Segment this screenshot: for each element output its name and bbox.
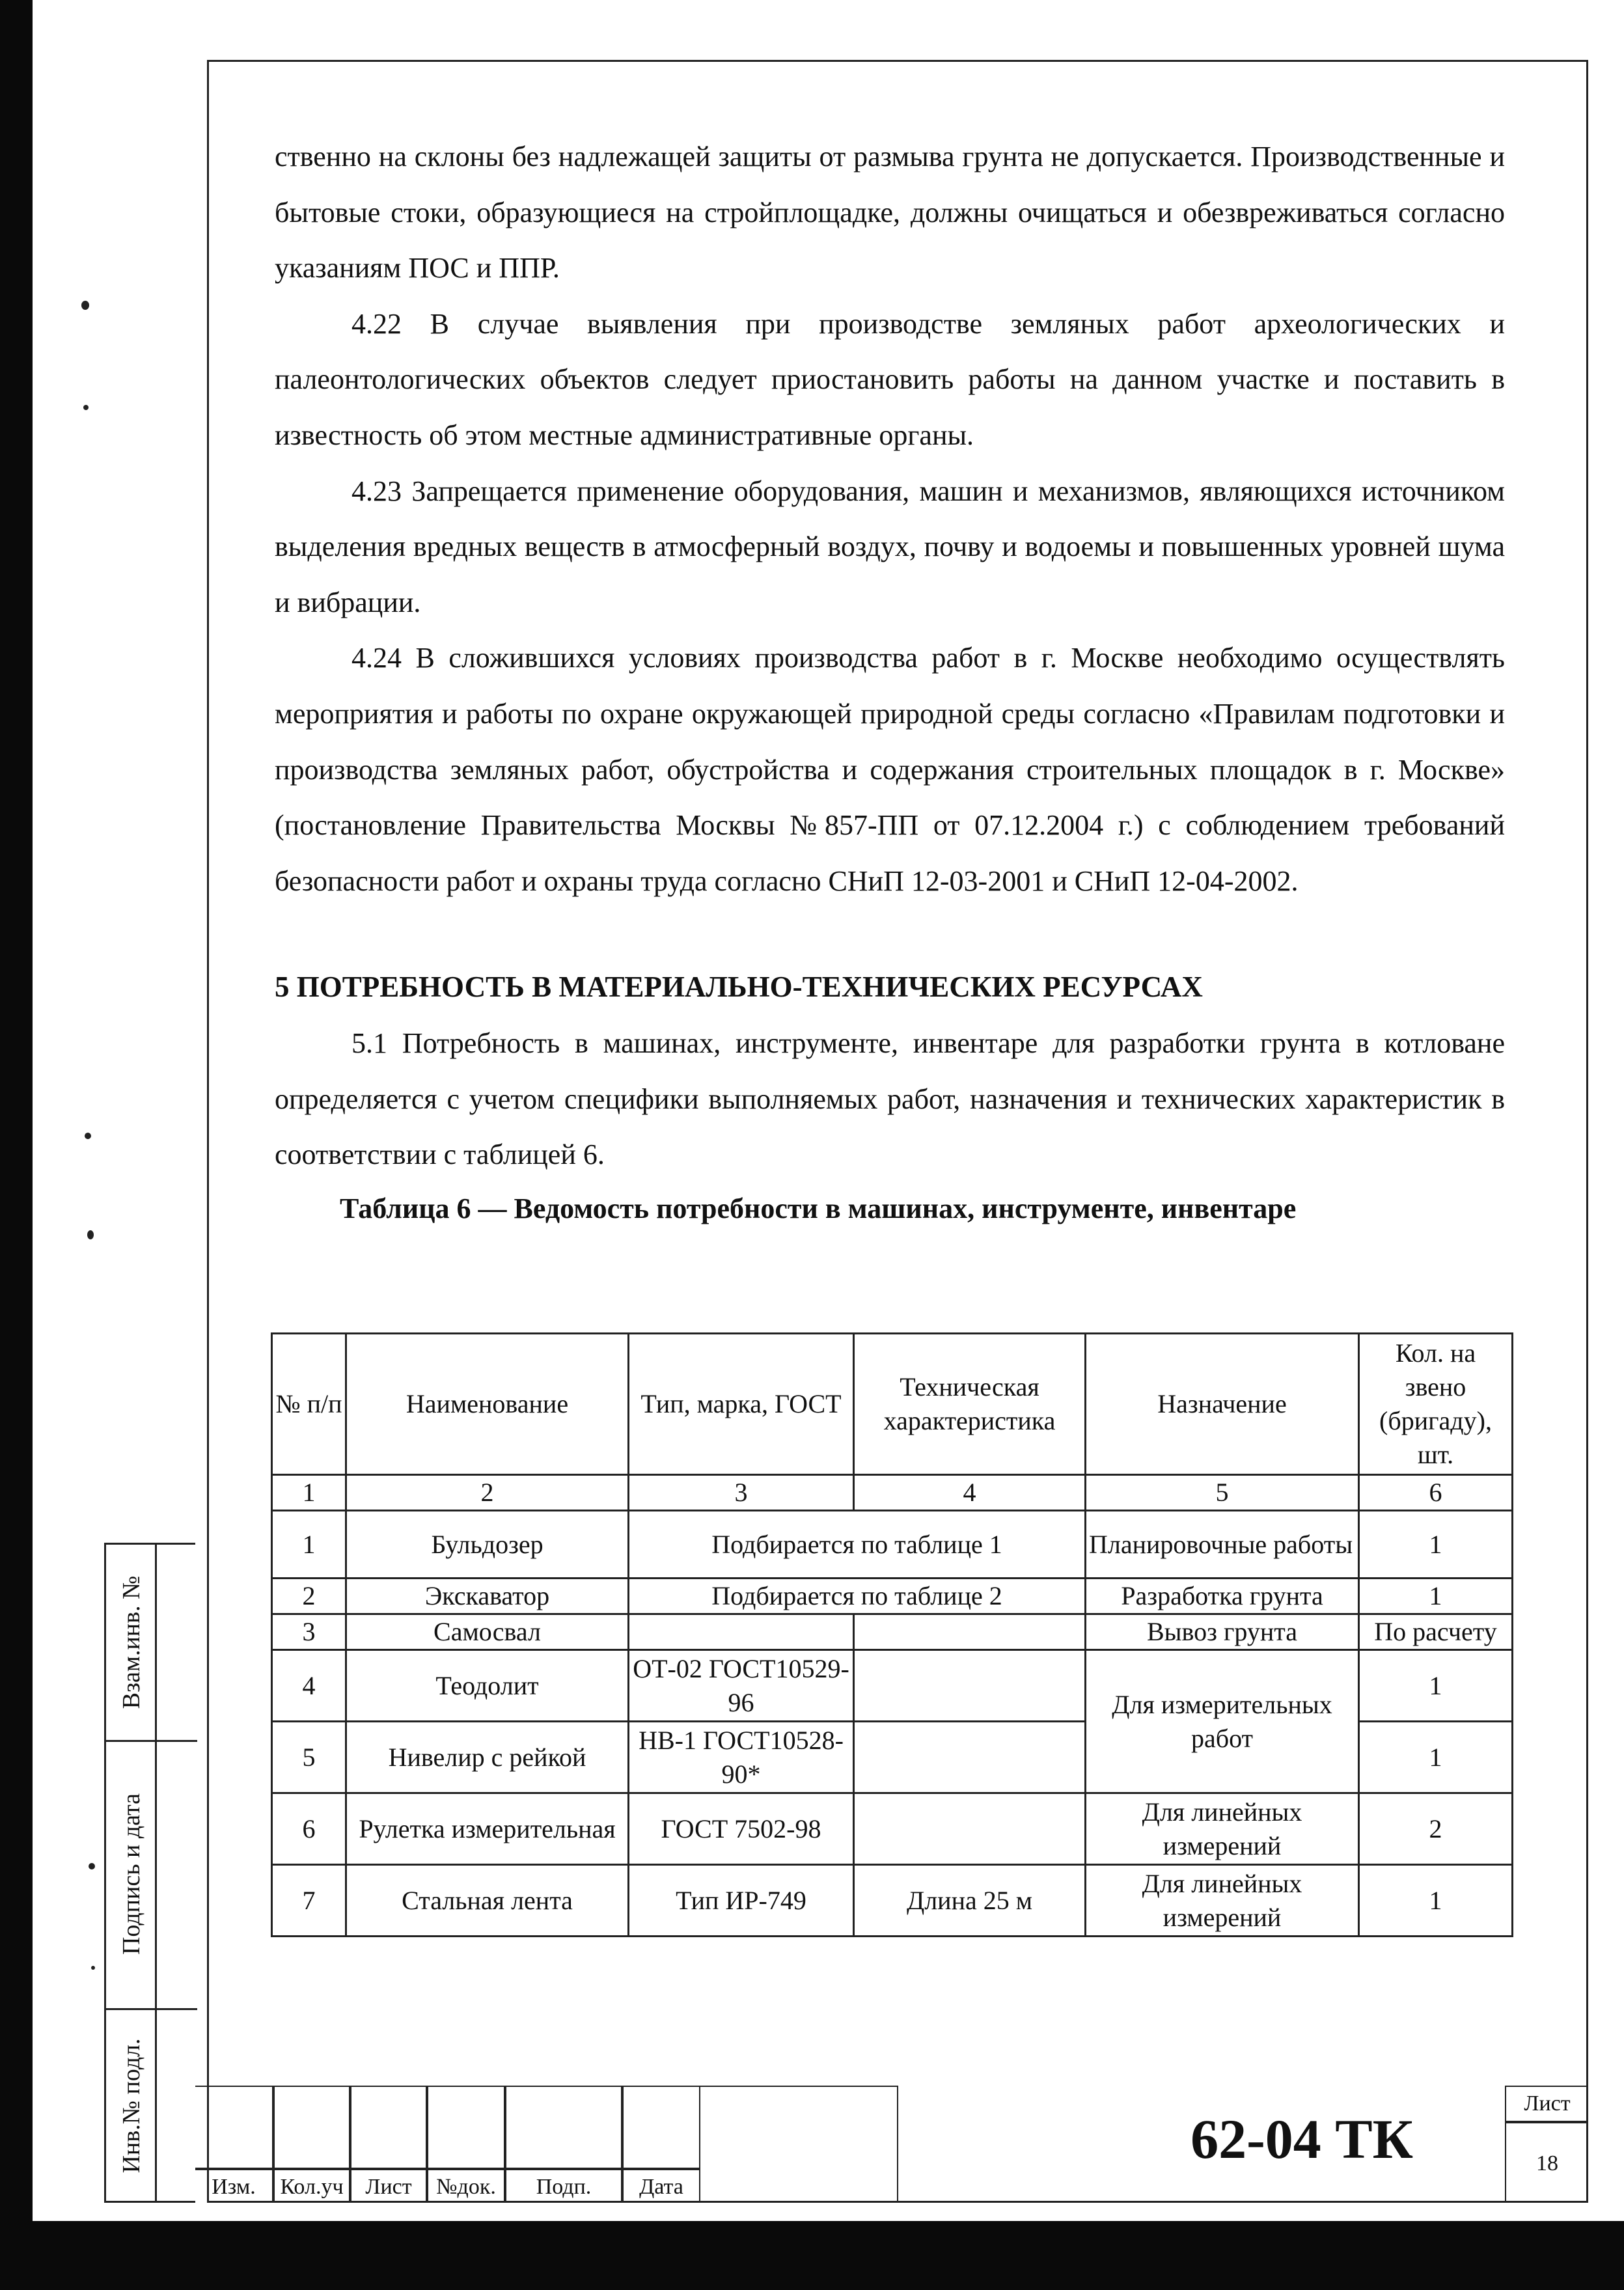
- scan-speck: [81, 301, 89, 310]
- row-char: [854, 1650, 1086, 1722]
- row-purpose: Планировочные работы: [1086, 1511, 1359, 1579]
- resources-table: [271, 1332, 1513, 1937]
- row-char: Длина 25 м: [854, 1865, 1086, 1937]
- row-qty: 1: [1359, 1722, 1513, 1793]
- scan-speck: [85, 1133, 91, 1139]
- table-row: [272, 1650, 1513, 1722]
- row-type: [629, 1614, 854, 1650]
- paragraph-continuation: ственно на склоны без надлежащей защиты от размыва грунта не допускается. Производственные и бытовые стоки, образующиеся на стройплощадке, должны очищаться и обезвреживаться согласно указаниям ПОС и ППР.: [275, 141, 1505, 284]
- row-type: Подбирается по таблице 1: [629, 1511, 1086, 1579]
- document-body: [275, 129, 1505, 1235]
- table-row: [272, 1579, 1513, 1614]
- label-data: Дата: [622, 2169, 700, 2203]
- sheet-label: Лист: [1505, 2086, 1588, 2122]
- row-name: Экскаватор: [346, 1579, 629, 1614]
- row-qty: 2: [1359, 1793, 1513, 1865]
- table-header-row: [272, 1334, 1513, 1475]
- row-purpose: Для измерительных работ: [1086, 1650, 1359, 1793]
- col-number: 6: [1359, 1475, 1513, 1511]
- header-cell: Наименование: [346, 1334, 629, 1475]
- row-number: 1: [272, 1511, 346, 1579]
- scan-speck: [89, 1863, 95, 1869]
- row-name: Бульдозер: [346, 1511, 629, 1579]
- column-number-row: [272, 1475, 1513, 1511]
- paragraph-4-24: 4.24 В сложившихся условиях производства работ в г. Москве необходимо осуществлять мероприятия и работы по охране окружающей природной среды согласно «Правилам подготовки и производства земляных работ, обустройства и содержания строительных площадок в г. Москве» (постановление Правительства Москвы №857-ПП от 07.12.2004 г.) с соблюдением требований безопасности работ и охраны труда согласно СНиП 12-03-2001 и СНиП 12-04-2002.: [275, 642, 1505, 897]
- col-number: 2: [346, 1475, 629, 1511]
- row-number: 6: [272, 1793, 346, 1865]
- row-qty: 1: [1359, 1511, 1513, 1579]
- label-list: Лист: [350, 2169, 427, 2203]
- row-type: ГОСТ 7502-98: [629, 1793, 854, 1865]
- title-block: [195, 2086, 1588, 2203]
- row-name: Теодолит: [346, 1650, 629, 1722]
- label-izm: Изм.: [195, 2169, 273, 2203]
- scan-speck: [87, 1230, 94, 1239]
- header-cell: Техническая характеристика: [854, 1334, 1086, 1475]
- col-number: 4: [854, 1475, 1086, 1511]
- row-char: [854, 1793, 1086, 1865]
- table-row: [272, 1793, 1513, 1865]
- side-label-inv: Инв.№ подл.: [118, 2038, 145, 2173]
- row-qty: 1: [1359, 1865, 1513, 1937]
- label-kolich: Кол.уч: [273, 2169, 350, 2203]
- row-qty: По расчету: [1359, 1614, 1513, 1650]
- table-caption: Таблица 6 — Ведомость потребности в машинах, инструменте, инвентаре: [340, 1192, 1297, 1224]
- row-type: ОТ-02 ГОСТ10529-96: [629, 1650, 854, 1722]
- scan-speck: [83, 405, 89, 410]
- label-ndok: №док.: [427, 2169, 505, 2203]
- row-type: Тип ИР-749: [629, 1865, 854, 1937]
- table-row: [272, 1614, 1513, 1650]
- header-cell: Тип, марка, ГОСТ: [629, 1334, 854, 1475]
- side-stamp: [104, 1543, 195, 2203]
- side-label-podpis: Подпись и дата: [118, 1793, 145, 1955]
- row-qty: 1: [1359, 1650, 1513, 1722]
- row-qty: 1: [1359, 1579, 1513, 1614]
- table-row: [272, 1511, 1513, 1579]
- row-purpose: Для линейных измерений: [1086, 1793, 1359, 1865]
- paragraph-4-23: 4.23 Запрещается применение оборудования, машин и механизмов, являющихся источником выделения вредных веществ в атмосферный воздух, почву и водоемы и повышенных уровней шума и вибрации.: [275, 475, 1505, 618]
- col-number: 3: [629, 1475, 854, 1511]
- header-cell: Назначение: [1086, 1334, 1359, 1475]
- row-purpose: Вывоз грунта: [1086, 1614, 1359, 1650]
- row-name: Рулетка измерительная: [346, 1793, 629, 1865]
- scan-speck: [91, 1966, 95, 1970]
- paragraph-5-1: 5.1 Потребность в машинах, инструменте, инвентаре для разработки грунта в котловане определяется с учетом специфики выполняемых работ, назначения и технических характеристик в соответствии с таблицей 6.: [275, 1027, 1505, 1171]
- row-number: 7: [272, 1865, 346, 1937]
- header-cell: № п/п: [272, 1334, 346, 1475]
- row-name: Нивелир с рейкой: [346, 1722, 629, 1793]
- row-type: Подбирается по таблице 2: [629, 1579, 1086, 1614]
- sheet-number: 18: [1505, 2122, 1588, 2203]
- col-number: 1: [272, 1475, 346, 1511]
- row-purpose: Разработка грунта: [1086, 1579, 1359, 1614]
- row-type: НВ-1 ГОСТ10528-90*: [629, 1722, 854, 1793]
- scan-bottom-border: [0, 2221, 1624, 2290]
- row-purpose: Для линейных измерений: [1086, 1865, 1359, 1937]
- row-number: 4: [272, 1650, 346, 1722]
- row-char: [854, 1614, 1086, 1650]
- paragraph-4-22: 4.22 В случае выявления при производстве земляных работ археологических и палеонтологических объектов следует приостановить работы на данном участке и поставить в известность об этом местные административные органы.: [275, 307, 1505, 451]
- header-cell: Кол. на звено (бригаду), шт.: [1359, 1334, 1513, 1475]
- label-podp: Подп.: [505, 2169, 622, 2203]
- scan-left-border: [0, 0, 33, 2290]
- row-name: Стальная лента: [346, 1865, 629, 1937]
- section-heading: 5 ПОТРЕБНОСТЬ В МАТЕРИАЛЬНО-ТЕХНИЧЕСКИХ РЕСУРСАХ: [275, 971, 1203, 1004]
- document-code: 62-04 ТК: [1190, 2108, 1413, 2170]
- col-number: 5: [1086, 1475, 1359, 1511]
- row-name: Самосвал: [346, 1614, 629, 1650]
- row-char: [854, 1722, 1086, 1793]
- row-number: 3: [272, 1614, 346, 1650]
- row-number: 2: [272, 1579, 346, 1614]
- table-row: [272, 1865, 1513, 1937]
- side-label-vzam: Взам.инв. №: [118, 1575, 145, 1709]
- row-number: 5: [272, 1722, 346, 1793]
